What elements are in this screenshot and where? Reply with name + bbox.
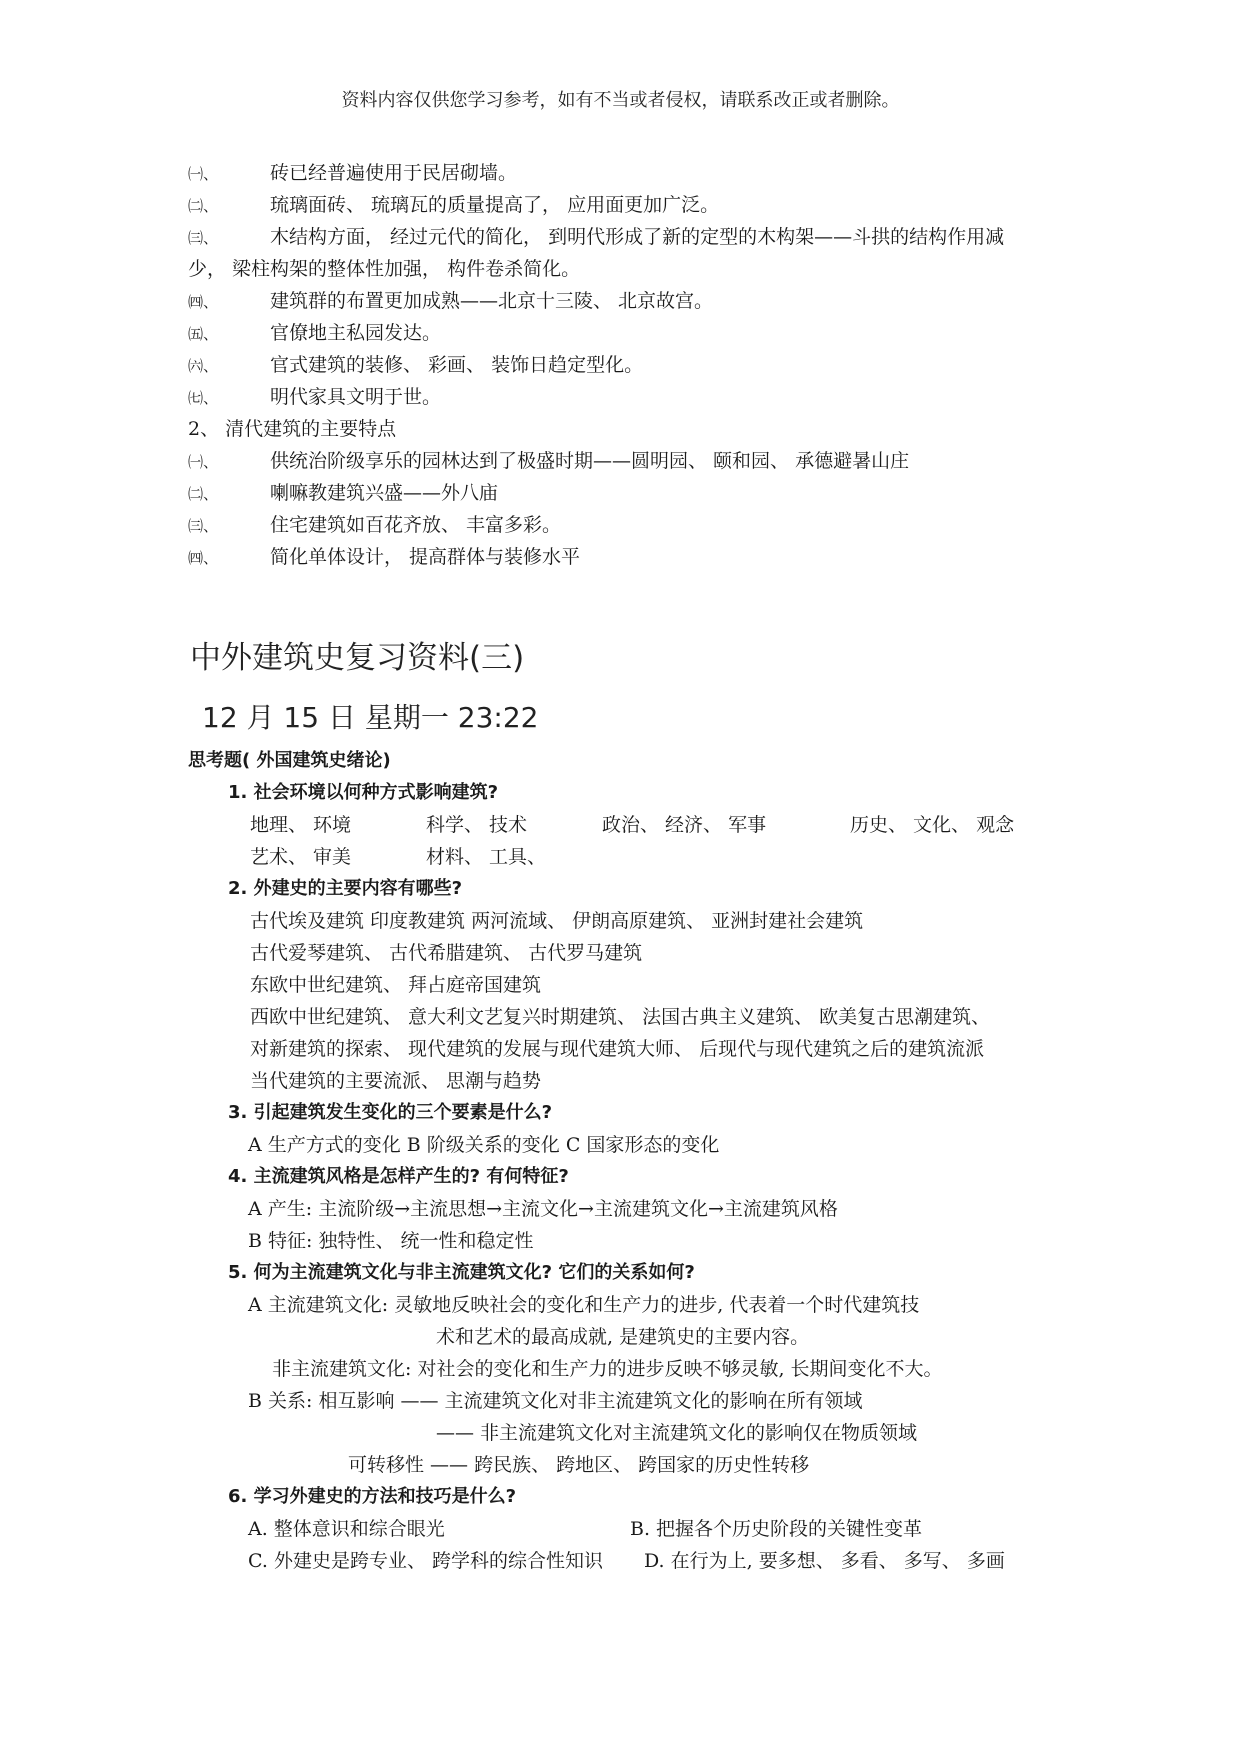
answer-text: A 主流建筑文化: 灵敏地反映社会的变化和生产力的进步, 代表着一个时代建筑技 bbox=[248, 1294, 920, 1316]
page-title: 中外建筑史复习资料(三) bbox=[190, 640, 525, 676]
answer-text: 东欧中世纪建筑、 拜占庭帝国建筑 bbox=[250, 974, 542, 996]
answer-text: B 关系: 相互影响 —— 主流建筑文化对非主流建筑文化的影响在所有领域 bbox=[248, 1390, 863, 1412]
answer-text: 政治、 经济、 军事 bbox=[602, 814, 767, 836]
list-item: ㈢、 木结构方面， 经过元代的简化， 到明代形成了新的定型的木构架——斗拱的结构作用减 bbox=[188, 226, 1005, 248]
question-4: 4. 主流建筑风格是怎样产生的? 有何特征? bbox=[228, 1166, 569, 1187]
list-item: ㈦、 明代家具文明于世。 bbox=[188, 386, 442, 408]
answer-text: C. 外建史是跨专业、 跨学科的综合性知识 bbox=[248, 1550, 603, 1572]
answer-text: 当代建筑的主要流派、 思潮与趋势 bbox=[250, 1070, 542, 1092]
list-item: ㈥、 官式建筑的装修、 彩画、 装饰日趋定型化。 bbox=[188, 354, 644, 376]
answer-text: 科学、 技术 bbox=[426, 814, 528, 836]
question-6: 6. 学习外建史的方法和技巧是什么? bbox=[228, 1486, 517, 1507]
list-item: ㈣、 建筑群的布置更加成熟——北京十三陵、 北京故宫。 bbox=[188, 290, 714, 312]
list-item: ㈤、 官僚地主私园发达。 bbox=[188, 322, 442, 344]
answer-text: —— 非主流建筑文化对主流建筑文化的影响仅在物质领域 bbox=[436, 1422, 918, 1444]
answer-text: 古代埃及建筑 印度教建筑 两河流域、 伊朗高原建筑、 亚洲封建社会建筑 bbox=[250, 910, 864, 932]
answer-text: 术和艺术的最高成就, 是建筑史的主要内容。 bbox=[436, 1326, 810, 1348]
answer-text: 可转移性 —— 跨民族、 跨地区、 跨国家的历史性转移 bbox=[348, 1454, 810, 1476]
list-item-continuation: 少， 梁柱构架的整体性加强， 构件卷杀简化。 bbox=[188, 258, 581, 280]
answer-text: B. 把握各个历史阶段的关键性变革 bbox=[630, 1518, 923, 1540]
answer-text: 西欧中世纪建筑、 意大利文艺复兴时期建筑、 法国古典主义建筑、 欧美复古思潮建筑、 bbox=[250, 1006, 991, 1028]
answer-text: 材料、 工具、 bbox=[426, 846, 547, 868]
date-time-stamp: 12 月 15 日 星期一 23:22 bbox=[202, 701, 539, 734]
list-item: ㈡、 琉璃面砖、 琉璃瓦的质量提高了， 应用面更加广泛。 bbox=[188, 194, 720, 216]
question-3: 3. 引起建筑发生变化的三个要素是什么? bbox=[228, 1102, 553, 1123]
questions-heading: 思考题( 外国建筑史绪论) bbox=[188, 750, 391, 771]
answer-text: 历史、 文化、 观念 bbox=[850, 814, 1015, 836]
answer-text: A 产生: 主流阶级→主流思想→主流文化→主流建筑文化→主流建筑风格 bbox=[248, 1198, 838, 1220]
answer-text: D. 在行为上, 要多想、 多看、 多写、 多画 bbox=[644, 1550, 1005, 1572]
list-item: ㈢、 住宅建筑如百花齐放、 丰富多彩。 bbox=[188, 514, 562, 536]
question-2: 2. 外建史的主要内容有哪些? bbox=[228, 878, 463, 899]
section-heading: 2、 清代建筑的主要特点 bbox=[188, 418, 397, 440]
list-item: ㈠、 砖已经普遍使用于民居砌墙。 bbox=[188, 162, 518, 184]
answer-text: 艺术、 审美 bbox=[250, 846, 352, 868]
answer-text: 对新建筑的探索、 现代建筑的发展与现代建筑大师、 后现代与现代建筑之后的建筑流派 bbox=[250, 1038, 985, 1060]
answer-text: 古代爱琴建筑、 古代希腊建筑、 古代罗马建筑 bbox=[250, 942, 643, 964]
question-5: 5. 何为主流建筑文化与非主流建筑文化? 它们的关系如何? bbox=[228, 1262, 695, 1283]
answer-text: A 生产方式的变化 B 阶级关系的变化 C 国家形态的变化 bbox=[248, 1134, 720, 1156]
question-1: 1. 社会环境以何种方式影响建筑? bbox=[228, 782, 499, 803]
list-item: ㈣、 简化单体设计， 提高群体与装修水平 bbox=[188, 546, 581, 568]
answer-text: B 特征: 独特性、 统一性和稳定性 bbox=[248, 1230, 534, 1252]
list-item: ㈡、 喇嘛教建筑兴盛——外八庙 bbox=[188, 482, 499, 504]
answer-text: 地理、 环境 bbox=[250, 814, 352, 836]
answer-text: A. 整体意识和综合眼光 bbox=[248, 1518, 445, 1540]
answer-text: 非主流建筑文化: 对社会的变化和生产力的进步反映不够灵敏, 长期间变化不大。 bbox=[272, 1358, 943, 1380]
list-item: ㈠、 供统治阶级享乐的园林达到了极盛时期——圆明园、 颐和园、 承德避暑山庄 bbox=[188, 450, 910, 472]
disclaimer-header: 资料内容仅供您学习参考，如有不当或者侵权，请联系改正或者删除。 bbox=[341, 90, 900, 111]
